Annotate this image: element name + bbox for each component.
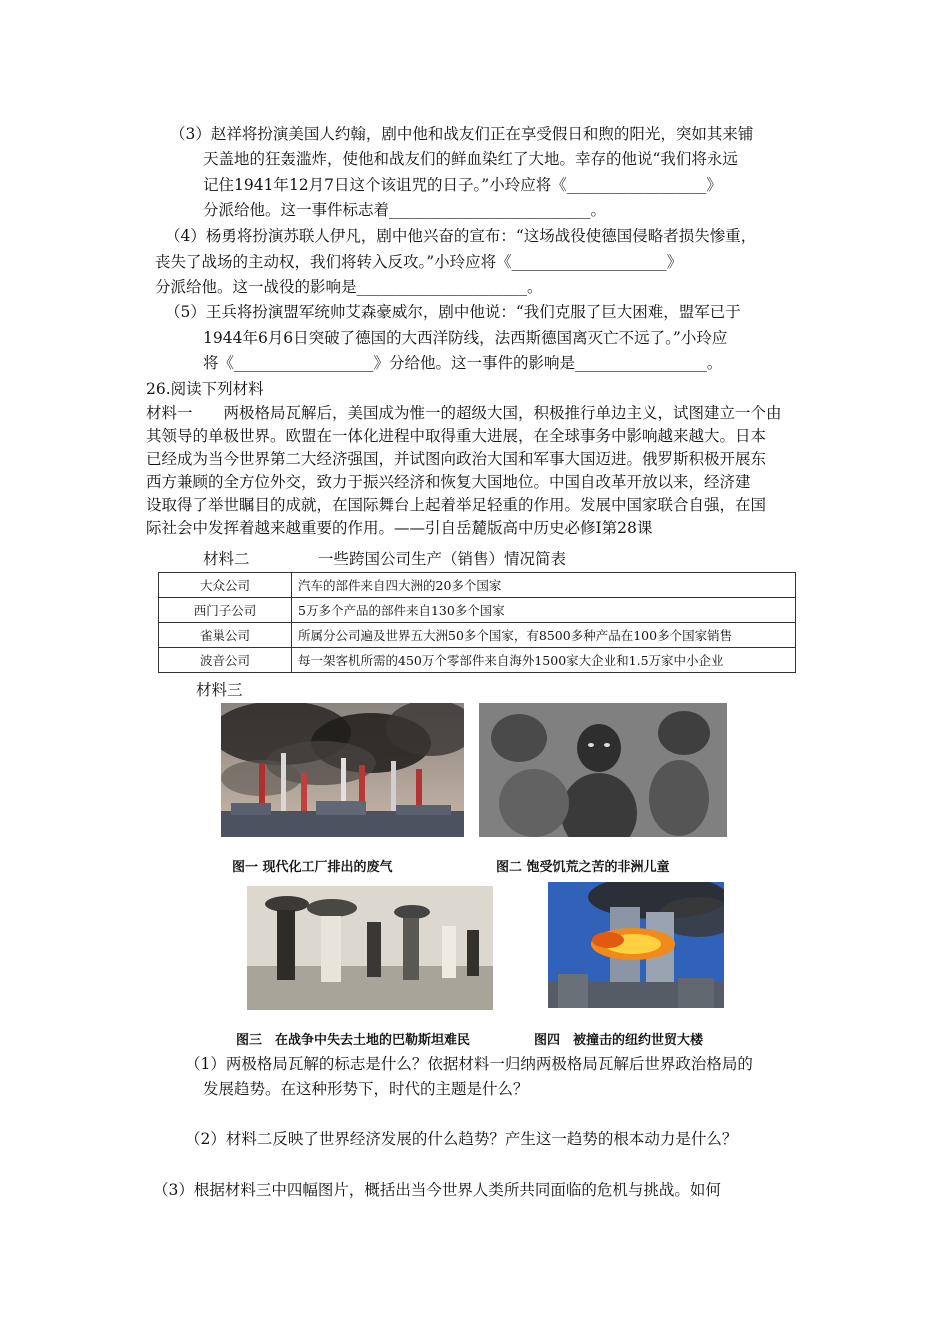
question-two: （2）材料二反映了世界经济发展的什么趋势？产生这一趋势的根本动力是什么？	[185, 1130, 738, 1148]
material-one-line: 材料一 两极格局瓦解后，美国成为惟一的超级大国，积极推行单边主义，试图建立一个由	[146, 404, 782, 422]
table-row	[159, 598, 796, 623]
table-row	[159, 648, 796, 673]
material-one-line: 设取得了举世瞩目的成就，在国际舞台上起着举足轻重的作用。发展中国家联合自强，在国	[146, 496, 767, 514]
material-one-line: 际社会中发挥着越来越重要的作用。——引自岳麓版高中历史必修Ⅰ第28课	[146, 519, 653, 537]
table-row	[159, 573, 796, 598]
table-cell-company: 西门子公司	[159, 598, 292, 623]
q25-p5-line1: （5）王兵将扮演盟军统帅艾森豪威尔，剧中他说：“我们克服了巨大困难，盟军已于	[165, 303, 741, 321]
world-trade-center-photo	[548, 882, 724, 1008]
table-cell-company: 雀巢公司	[159, 623, 292, 648]
material-three-label: 材料三	[196, 681, 243, 699]
q25-p4-line3: 分派给他。这一战役的影响是______________________。	[155, 278, 543, 296]
material-one-line: 西方兼顾的全方位外交，致力于振兴经济和恢复大国地位。中国自改革开放以来，经济建	[146, 473, 751, 491]
table-cell-detail: 汽车的部件来自四大洲的20多个国家	[292, 573, 796, 598]
material-one	[146, 402, 806, 540]
q25-p4-line2: 丧失了战场的主动权，我们将转入反攻。”小玲应将《____________________》	[155, 253, 683, 271]
material-one-line: 其领导的单极世界。欧盟在一体化进程中取得重大进展，在全球事务中影响越来越大。日本	[146, 427, 767, 445]
table-cell-detail: 5万多个产品的部件来自130多个国家	[292, 598, 796, 623]
question-one-line2: 发展趋势。在这种形势下，时代的主题是什么？	[203, 1080, 529, 1098]
material-two-title: 一些跨国公司生产（销售）情况简表	[318, 550, 567, 568]
question-one-line1: （1）两极格局瓦解的标志是什么？依据材料一归纳两极格局瓦解后世界政治格局的	[185, 1055, 753, 1073]
q25-p5-line2: 1944年6月6日突破了德国的大西洋防线，法西斯德国离灭亡不远了。”小玲应	[203, 329, 728, 347]
starving-children-photo	[479, 703, 727, 837]
figure-one-caption: 图一 现代化工厂排出的废气	[232, 860, 393, 875]
table-cell-company: 大众公司	[159, 573, 292, 598]
question-three: （3）根据材料三中四幅图片，概括出当今世界人类所共同面临的危机与挑战。如何	[153, 1181, 721, 1199]
table-cell-company: 波音公司	[159, 648, 292, 673]
q26-heading: 26.阅读下列材料	[146, 380, 264, 398]
figure-three-caption: 图三 在战争中失去土地的巴勒斯坦难民	[236, 1033, 471, 1048]
refugees-photo	[247, 886, 493, 1010]
q25-p3-line2: 天盖地的狂轰滥炸，使他和战友们的鲜血染红了大地。幸存的他说“我们将永远	[203, 150, 738, 168]
material-two-label: 材料二	[203, 550, 250, 568]
multinational-table	[158, 572, 796, 673]
table-row	[159, 623, 796, 648]
q25-p5-line3: 将《__________________》分给他。这一事件的影响是_________________。	[203, 354, 723, 372]
q25-p4-line1: （4）杨勇将扮演苏联人伊凡，剧中他兴奋的宣布：“这场战役使德国侵略者损失惨重，	[165, 227, 757, 245]
figure-two-caption: 图二 饱受饥荒之苦的非洲儿童	[496, 860, 670, 875]
q25-p3-line1: （3）赵祥将扮演美国人约翰，剧中他和战友们正在享受假日和煦的阳光，突如其来铺	[170, 125, 754, 143]
table-cell-detail: 每一架客机所需的450万个零部件来自海外1500家大企业和1.5万家中小企业	[292, 648, 796, 673]
figure-four-caption: 图四 被撞击的纽约世贸大楼	[534, 1033, 704, 1048]
q25-p3-line3: 记住1941年12月7日这个该诅咒的日子。”小玲应将《__________________》	[203, 176, 722, 194]
material-one-line: 已经成为当今世界第二大经济强国，并试图向政治大国和军事大国迈进。俄罗斯积极开展东	[146, 450, 767, 468]
q25-p3-line4: 分派给他。这一事件标志着__________________________。	[203, 201, 607, 219]
table-cell-detail: 所属分公司遍及世界五大洲50多个国家，有8500多种产品在100多个国家销售	[292, 623, 796, 648]
factory-smoke-photo	[221, 703, 464, 837]
